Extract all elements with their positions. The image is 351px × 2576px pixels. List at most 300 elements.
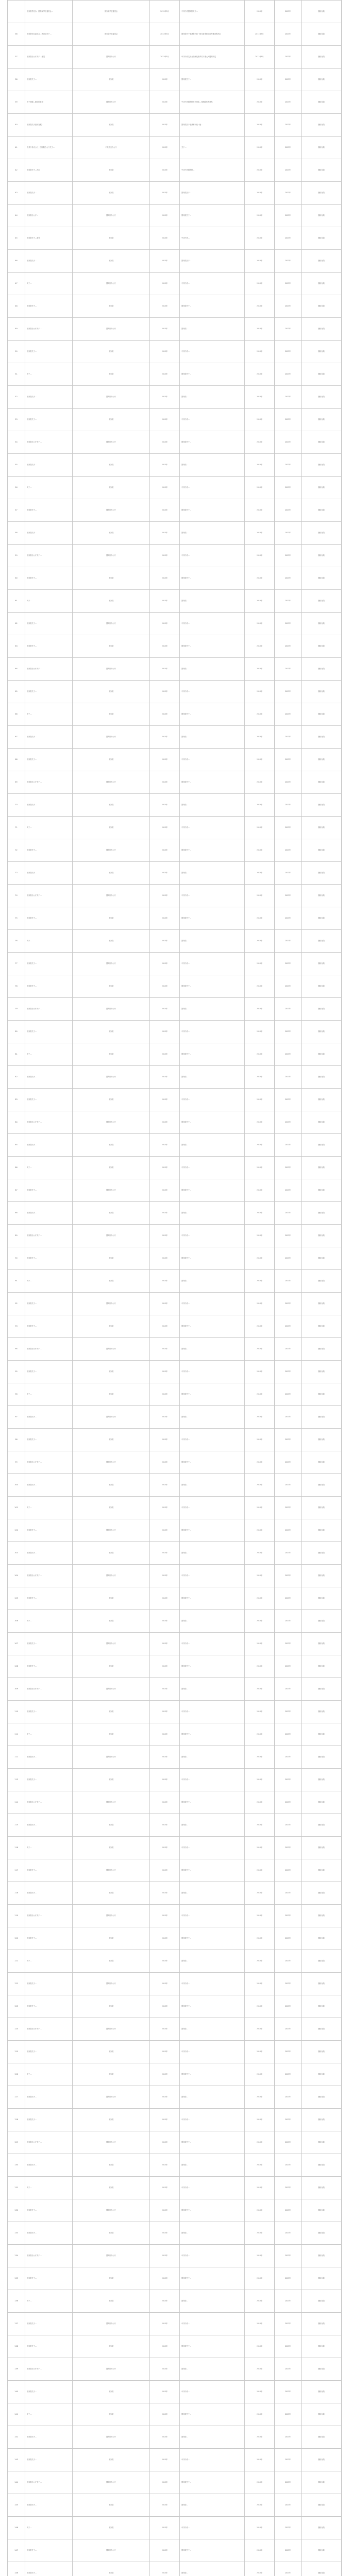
cell-effective-date: 2013年: [245, 1293, 275, 1315]
cell-document-title: 关于…: [25, 1610, 73, 1633]
cell-issuing-organization: 国务院: [73, 1814, 150, 1837]
cell-issue-date: 2013年: [150, 522, 180, 545]
cell-issuing-organization: 国务院: [73, 2154, 150, 2177]
cell-issuing-organization: 国务院办公厅: [73, 2086, 150, 2109]
cell-status: 继续有效: [302, 499, 342, 522]
cell-document-title: 关于…: [25, 1950, 73, 1973]
cell-issuing-organization: 国务院办公厅: [73, 1293, 150, 1315]
cell-row-number: 119: [8, 1905, 25, 1927]
cell-row-number: 88: [8, 1202, 25, 1225]
cell-issuing-organization: 国务院: [73, 2267, 150, 2290]
cell-document-title: 国务院关于…: [25, 1519, 73, 1542]
cell-document-title: 中共中央办公厅、国务院办公厅关于…: [25, 137, 73, 159]
cell-document-title: 国务院办公厅关于…: [25, 1791, 73, 1814]
cell-status: 继续有效: [302, 2381, 342, 2403]
cell-legal-basis: 中共中央…: [180, 409, 245, 431]
cell-review-date: 2013年: [275, 2086, 302, 2109]
cell-effective-date: 2013年: [245, 1429, 275, 1451]
cell-issuing-organization: 国务院办公厅: [73, 1338, 150, 1361]
cell-issuing-organization: 国务院办公厅: [73, 885, 150, 907]
table-row: [8, 2267, 342, 2290]
cell-review-date: 2013年: [275, 1043, 302, 1066]
cell-legal-basis: 国务院…: [180, 1610, 245, 1633]
cell-issue-date: 2013年: [150, 1383, 180, 1406]
cell-legal-basis: 国务院关于…: [180, 1179, 245, 1202]
cell-document-title: 国务院关于…: [25, 1134, 73, 1157]
table-row: [8, 862, 342, 885]
cell-status: 继续有效: [302, 363, 342, 386]
cell-issue-date: 2013年: [150, 771, 180, 794]
cell-row-number: 108: [8, 1655, 25, 1678]
cell-row-number: 138: [8, 2335, 25, 2358]
cell-row-number: 125: [8, 2041, 25, 2063]
cell-effective-date: 2013年: [245, 499, 275, 522]
cell-document-title: 关于…: [25, 2517, 73, 2539]
table-row: [8, 953, 342, 975]
cell-document-title: 国务院关于…: [25, 1995, 73, 2018]
table-row: [8, 1542, 342, 1565]
cell-row-number: 105: [8, 1587, 25, 1610]
cell-effective-date: 2013年: [245, 975, 275, 998]
cell-row-number: 42: [8, 159, 25, 182]
cell-status: 继续有效: [302, 1134, 342, 1157]
cell-issuing-organization: 国务院: [73, 2335, 150, 2358]
cell-row-number: 139: [8, 2358, 25, 2381]
cell-effective-date: 2013年: [245, 1179, 275, 1202]
cell-issuing-organization: 国务院: [73, 1497, 150, 1519]
cell-legal-basis: 中共中央关于全面深化改革若干重大问题的决定: [180, 46, 245, 69]
cell-issuing-organization: 国务院: [73, 1157, 150, 1179]
cell-effective-date: 2013年: [245, 227, 275, 250]
cell-legal-basis: 中共中央…: [180, 2041, 245, 2063]
cell-issue-date: 2013年: [150, 726, 180, 749]
cell-row-number: 122: [8, 1973, 25, 1995]
cell-review-date: 2013年: [275, 1, 302, 23]
table-row: [8, 477, 342, 499]
cell-review-date: 2013年: [275, 409, 302, 431]
cell-issue-date: 2013年: [150, 953, 180, 975]
cell-issue-date: 2013年: [150, 613, 180, 635]
cell-document-title: 国务院关于…: [25, 1021, 73, 1043]
table-row: [8, 205, 342, 227]
table-row: [8, 2313, 342, 2335]
table-row: [8, 1723, 342, 1746]
cell-legal-basis: 国务院…: [180, 2222, 245, 2245]
cell-document-title: 关于…: [25, 2290, 73, 2313]
cell-row-number: 98: [8, 1429, 25, 1451]
cell-issuing-organization: 国务院: [73, 409, 150, 431]
cell-legal-basis: 国务院关于…: [180, 2471, 245, 2494]
cell-document-title: 国务院办公厅关于…: [25, 431, 73, 454]
cell-review-date: 2013年: [275, 545, 302, 567]
cell-status: 继续有效: [302, 975, 342, 998]
cell-row-number: 148: [8, 2562, 25, 2576]
cell-row-number: 143: [8, 2449, 25, 2471]
cell-row-number: 51: [8, 363, 25, 386]
cell-effective-date: 2013年: [245, 2426, 275, 2449]
table-row: [8, 91, 342, 114]
cell-document-title: 国务院关于…: [25, 1859, 73, 1882]
cell-legal-basis: 国务院关于…: [180, 635, 245, 658]
cell-issue-date: 2013年: [150, 930, 180, 953]
cell-legal-basis: 国务院…: [180, 2086, 245, 2109]
cell-effective-date: 2013年: [245, 1927, 275, 1950]
table-row: [8, 2131, 342, 2154]
table-row: [8, 1882, 342, 1905]
cell-legal-basis: 国务院关于…: [180, 2267, 245, 2290]
cell-review-date: 2013年: [275, 1315, 302, 1338]
cell-effective-date: 2013年: [245, 2041, 275, 2063]
cell-effective-date: 2013年: [245, 1995, 275, 2018]
cell-legal-basis: 国务院关于…: [180, 1519, 245, 1542]
cell-effective-date: 2013年: [245, 1723, 275, 1746]
cell-document-title: 国务院关于…: [25, 2199, 73, 2222]
cell-document-title: 国务院关于…: [25, 409, 73, 431]
cell-issue-date: 2013年: [150, 1519, 180, 1542]
table-row: [8, 318, 342, 341]
cell-issue-date: 2013年: [150, 2562, 180, 2576]
cell-row-number: 120: [8, 1927, 25, 1950]
cell-issuing-organization: 国务院: [73, 590, 150, 613]
table-row: [8, 1066, 342, 1089]
cell-review-date: 2013年: [275, 1610, 302, 1633]
cell-status: 继续有效: [302, 2449, 342, 2471]
cell-row-number: 123: [8, 1995, 25, 2018]
cell-effective-date: 2013年: [245, 2199, 275, 2222]
cell-issuing-organization: 国务院: [73, 1610, 150, 1633]
cell-effective-date: 2013年: [245, 2109, 275, 2131]
cell-effective-date: 2013年: [245, 703, 275, 726]
cell-legal-basis: 国务院…: [180, 1950, 245, 1973]
cell-issuing-organization: 国务院办公厅: [73, 2358, 150, 2381]
cell-effective-date: 2013年: [245, 1746, 275, 1769]
cell-document-title: 关于…: [25, 2403, 73, 2426]
cell-issuing-organization: 国务院办公厅: [73, 91, 150, 114]
cell-document-title: 国务院关于…: [25, 1633, 73, 1655]
cell-review-date: 2013年: [275, 930, 302, 953]
cell-issue-date: 2013年: [150, 2018, 180, 2041]
cell-row-number: 46: [8, 250, 25, 273]
cell-issue-date: 2013年: [150, 658, 180, 681]
cell-status: 继续有效: [302, 1451, 342, 1474]
cell-status: 继续有效: [302, 386, 342, 409]
cell-status: 继续有效: [302, 1814, 342, 1837]
cell-row-number: 43: [8, 182, 25, 205]
cell-status: 继续有效: [302, 1859, 342, 1882]
cell-issue-date: 2013年5月: [150, 46, 180, 69]
cell-issue-date: 2013年: [150, 681, 180, 703]
table-row: [8, 46, 342, 69]
cell-review-date: 2013年: [275, 363, 302, 386]
cell-issuing-organization: 国务院办公厅: [73, 953, 150, 975]
cell-legal-basis: 国务院关于…: [180, 1927, 245, 1950]
cell-issuing-organization: 国务院: [73, 1837, 150, 1859]
cell-effective-date: 2013年: [245, 69, 275, 91]
cell-row-number: 89: [8, 1225, 25, 1247]
table-row: [8, 681, 342, 703]
table-row: [8, 1451, 342, 1474]
cell-legal-basis: 国务院…: [180, 590, 245, 613]
cell-issuing-organization: 国务院办公厅: [73, 1519, 150, 1542]
cell-review-date: 2013年: [275, 1134, 302, 1157]
cell-issue-date: 2013年: [150, 1134, 180, 1157]
table-row: [8, 2199, 342, 2222]
cell-document-title: 国务院关于…: [25, 953, 73, 975]
cell-document-title: 关于…: [25, 1383, 73, 1406]
cell-effective-date: 2013年: [245, 1066, 275, 1089]
cell-issue-date: 2013年: [150, 1814, 180, 1837]
table-row: [8, 454, 342, 477]
cell-issuing-organization: 国务院办公厅: [73, 1746, 150, 1769]
cell-document-title: 国务院关于…: [25, 1746, 73, 1769]
cell-row-number: 62: [8, 613, 25, 635]
table-row: [8, 499, 342, 522]
cell-row-number: 116: [8, 1837, 25, 1859]
cell-issue-date: 2013年: [150, 2041, 180, 2063]
cell-issue-date: 2013年: [150, 749, 180, 771]
cell-row-number: 121: [8, 1950, 25, 1973]
cell-review-date: 2013年: [275, 1293, 302, 1315]
cell-document-title: 国务院关于…: [25, 1293, 73, 1315]
cell-review-date: 2013年: [275, 1837, 302, 1859]
cell-issue-date: 2013年: [150, 1179, 180, 1202]
cell-issuing-organization: 国务院: [73, 1361, 150, 1383]
table-row: [8, 227, 342, 250]
cell-document-title: 国务院关于…: [25, 1179, 73, 1202]
cell-legal-basis: 国务院…: [180, 2154, 245, 2177]
cell-issue-date: 2013年: [150, 2245, 180, 2267]
cell-issuing-organization: 国务院: [73, 794, 150, 817]
cell-effective-date: 2013年: [245, 1406, 275, 1429]
cell-document-title: 国务院关于…: [25, 69, 73, 91]
cell-issue-date: 2013年: [150, 1361, 180, 1383]
cell-effective-date: 2013年: [245, 1134, 275, 1157]
cell-row-number: 36: [8, 23, 25, 46]
cell-legal-basis: 中共中央…: [180, 1225, 245, 1247]
cell-issue-date: 2013年: [150, 2449, 180, 2471]
cell-issue-date: 2013年: [150, 1633, 180, 1655]
cell-issue-date: 2013年: [150, 907, 180, 930]
cell-legal-basis: 国务院…: [180, 2562, 245, 2576]
cell-status: 继续有效: [302, 1791, 342, 1814]
cell-issuing-organization: 国务院: [73, 2562, 150, 2576]
cell-issuing-organization: 国务院: [73, 1995, 150, 2018]
cell-row-number: 57: [8, 499, 25, 522]
cell-issue-date: 2013年: [150, 1565, 180, 1587]
cell-effective-date: 2013年: [245, 2562, 275, 2576]
cell-issue-date: 2013年: [150, 250, 180, 273]
cell-issue-date: 2013年3月: [150, 1, 180, 23]
cell-document-title: 国务院关于…: [25, 1882, 73, 1905]
cell-effective-date: 2013年: [245, 1315, 275, 1338]
cell-status: 继续有效: [302, 2018, 342, 2041]
cell-document-title: 国务院关于…: [25, 1361, 73, 1383]
cell-row-number: 77: [8, 953, 25, 975]
cell-review-date: 2013年: [275, 1678, 302, 1701]
table-row: [8, 1950, 342, 1973]
cell-review-date: 2013年: [275, 862, 302, 885]
cell-document-title: 国务院关于…: [25, 2313, 73, 2335]
cell-effective-date: 2013年: [245, 885, 275, 907]
cell-issuing-organization: 国务院: [73, 907, 150, 930]
cell-legal-basis: 国务院…: [180, 2358, 245, 2381]
cell-issuing-organization: 国务院: [73, 1927, 150, 1950]
cell-effective-date: 2013年: [245, 1383, 275, 1406]
cell-legal-basis: 国务院…: [180, 1678, 245, 1701]
cell-document-title: 关于…: [25, 363, 73, 386]
cell-status: 继续有效: [302, 1157, 342, 1179]
table-row: [8, 1134, 342, 1157]
table-row: [8, 2222, 342, 2245]
cell-issuing-organization: 国务院: [73, 862, 150, 885]
cell-effective-date: 2013年: [245, 1247, 275, 1270]
cell-status: 继续有效: [302, 2154, 342, 2177]
cell-effective-date: 2013年: [245, 658, 275, 681]
cell-legal-basis: 国务院…: [180, 318, 245, 341]
cell-document-title: 关于…: [25, 590, 73, 613]
cell-document-title: 关于…: [25, 1497, 73, 1519]
cell-review-date: 2013年: [275, 499, 302, 522]
cell-issue-date: 2013年: [150, 205, 180, 227]
cell-effective-date: 2013年: [245, 839, 275, 862]
table-row: [8, 1361, 342, 1383]
cell-issue-date: 2013年: [150, 885, 180, 907]
cell-issue-date: 2013年: [150, 69, 180, 91]
cell-row-number: 70: [8, 794, 25, 817]
cell-document-title: 国务院办公厅关于…: [25, 1451, 73, 1474]
cell-status: 继续有效: [302, 2245, 342, 2267]
cell-document-title: 关于…: [25, 817, 73, 839]
cell-row-number: 83: [8, 1089, 25, 1111]
cell-effective-date: 2013年: [245, 771, 275, 794]
cell-document-title: 国务院办公厅关于…: [25, 998, 73, 1021]
table-row: [8, 749, 342, 771]
cell-row-number: 106: [8, 1610, 25, 1633]
cell-status: 继续有效: [302, 545, 342, 567]
table-row: [8, 1225, 342, 1247]
cell-issue-date: 2013年: [150, 1270, 180, 1293]
cell-status: 继续有效: [302, 454, 342, 477]
cell-row-number: 84: [8, 1111, 25, 1134]
cell-issuing-organization: 国务院学位委员会: [73, 1, 150, 23]
cell-review-date: 2013年: [275, 341, 302, 363]
cell-issuing-organization: 国务院办公厅: [73, 2245, 150, 2267]
cell-legal-basis: 国务院…: [180, 1814, 245, 1837]
cell-effective-date: 2013年: [245, 567, 275, 590]
table-row: [8, 2063, 342, 2086]
cell-effective-date: 2013年: [245, 1497, 275, 1519]
cell-document-title: 国务院关于…: [25, 749, 73, 771]
cell-document-title: 国务院关于…: [25, 2494, 73, 2517]
cell-row-number: 91: [8, 1270, 25, 1293]
cell-issuing-organization: 国务院办公厅: [73, 1451, 150, 1474]
cell-issue-date: 2013年: [150, 1859, 180, 1882]
cell-issuing-organization: 国务院: [73, 477, 150, 499]
cell-status: 继续有效: [302, 2063, 342, 2086]
cell-status: 继续有效: [302, 862, 342, 885]
cell-review-date: 2013年: [275, 2018, 302, 2041]
cell-review-date: 2013年: [275, 2041, 302, 2063]
cell-legal-basis: 中共中央…: [180, 1361, 245, 1383]
table-row: [8, 1202, 342, 1225]
cell-issue-date: 2013年: [150, 431, 180, 454]
cell-issue-date: 2013年: [150, 2358, 180, 2381]
cell-legal-basis: 国务院关于…: [180, 1247, 245, 1270]
cell-row-number: 40: [8, 114, 25, 137]
table-row: [8, 1995, 342, 2018]
cell-issue-date: 2013年: [150, 1021, 180, 1043]
cell-issue-date: 2013年: [150, 2494, 180, 2517]
cell-issuing-organization: 国务院: [73, 1655, 150, 1678]
cell-issue-date: 2013年: [150, 1655, 180, 1678]
cell-issue-date: 2013年: [150, 1429, 180, 1451]
cell-legal-basis: 国务院关于…: [180, 1655, 245, 1678]
cell-row-number: 80: [8, 1021, 25, 1043]
cell-issuing-organization: 国务院: [73, 2041, 150, 2063]
cell-row-number: 126: [8, 2063, 25, 2086]
cell-status: 继续有效: [302, 431, 342, 454]
cell-review-date: 2013年: [275, 635, 302, 658]
cell-issue-date: 2013年: [150, 1791, 180, 1814]
cell-row-number: 73: [8, 862, 25, 885]
cell-row-number: 85: [8, 1134, 25, 1157]
cell-status: 继续有效: [302, 2494, 342, 2517]
cell-issue-date: 2013年: [150, 2539, 180, 2562]
cell-effective-date: 2013年: [245, 1633, 275, 1655]
cell-review-date: 2013年: [275, 318, 302, 341]
cell-review-date: 2013年: [275, 2381, 302, 2403]
table-row: [8, 998, 342, 1021]
cell-row-number: 65: [8, 681, 25, 703]
cell-effective-date: 2013年: [245, 1701, 275, 1723]
cell-legal-basis: 国务院关于…: [180, 1587, 245, 1610]
cell-document-title: 国务院关于…: [25, 2449, 73, 2471]
cell-document-title: 关于…: [25, 1723, 73, 1746]
cell-review-date: 2013年: [275, 975, 302, 998]
cell-issuing-organization: 国务院办公厅: [73, 726, 150, 749]
cell-review-date: 2013年: [275, 1383, 302, 1406]
cell-document-title: 关于…: [25, 273, 73, 295]
cell-row-number: 56: [8, 477, 25, 499]
cell-status: 继续有效: [302, 1179, 342, 1202]
cell-issue-date: 2013年: [150, 182, 180, 205]
cell-legal-basis: 国务院关于…: [180, 907, 245, 930]
cell-status: 继续有效: [302, 69, 342, 91]
cell-legal-basis: 国务院…: [180, 2290, 245, 2313]
cell-document-title: 关于…: [25, 703, 73, 726]
cell-effective-date: 2013年: [245, 454, 275, 477]
cell-issue-date: 2013年: [150, 567, 180, 590]
cell-issuing-organization: 国务院: [73, 1701, 150, 1723]
cell-issue-date: 2013年: [150, 1610, 180, 1633]
cell-review-date: 2013年: [275, 46, 302, 69]
cell-review-date: 2013年: [275, 1791, 302, 1814]
cell-legal-basis: 关于…: [180, 137, 245, 159]
cell-row-number: 64: [8, 658, 25, 681]
cell-issuing-organization: 国务院办公厅: [73, 1225, 150, 1247]
cell-legal-basis: 国务院…: [180, 1066, 245, 1089]
cell-document-title: 国务院办公厅关于…: [25, 1338, 73, 1361]
cell-review-date: 2013年: [275, 885, 302, 907]
cell-review-date: 2013年: [275, 1021, 302, 1043]
cell-status: 继续有效: [302, 885, 342, 907]
cell-status: 继续有效: [302, 1633, 342, 1655]
cell-issue-date: 2013年: [150, 1927, 180, 1950]
table-row: [8, 1406, 342, 1429]
cell-legal-basis: 中共中央…: [180, 1497, 245, 1519]
cell-document-title: 国务院办公厅关于…: [25, 1111, 73, 1134]
cell-row-number: 142: [8, 2426, 25, 2449]
